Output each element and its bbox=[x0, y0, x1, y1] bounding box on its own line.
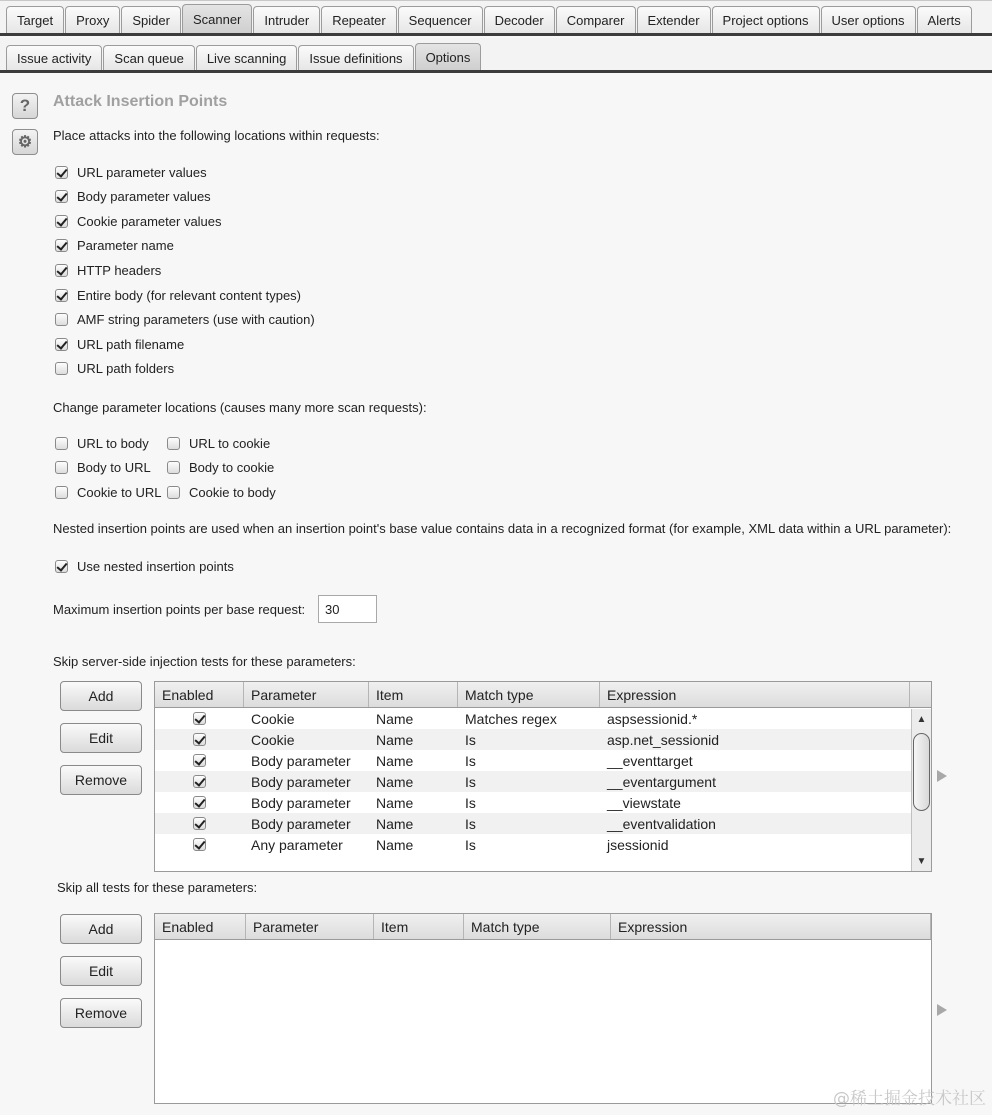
tab-issue-activity[interactable]: Issue activity bbox=[6, 45, 102, 70]
checkbox-box[interactable] bbox=[167, 437, 180, 450]
cell-expression: __eventtarget bbox=[607, 752, 693, 769]
checkbox-box[interactable] bbox=[55, 437, 68, 450]
checkbox-box[interactable] bbox=[55, 264, 68, 277]
cell-item: Name bbox=[376, 815, 414, 832]
checkbox-label: URL to cookie bbox=[189, 435, 271, 451]
checkbox-box[interactable] bbox=[55, 190, 68, 203]
tab-repeater[interactable]: Repeater bbox=[321, 6, 396, 33]
skip-all-table bbox=[154, 913, 932, 1104]
tab-scanner[interactable]: Scanner bbox=[182, 4, 252, 33]
gear-icon[interactable]: ⚙ bbox=[12, 129, 38, 155]
cell-expression: asp.net_sessionid bbox=[607, 731, 720, 748]
cell-item: Name bbox=[376, 794, 414, 811]
cell-match-type: Is bbox=[465, 773, 476, 790]
cell-enabled[interactable] bbox=[155, 792, 244, 813]
tab-target[interactable]: Target bbox=[6, 6, 64, 33]
change-location-checkbox-cookie-to-url[interactable] bbox=[55, 483, 162, 501]
scroll-down-arrow-icon[interactable]: ▼ bbox=[916, 855, 927, 867]
change-locations-label: Change parameter locations (causes many more scan requests): bbox=[53, 400, 427, 415]
tab-issue-definitions[interactable]: Issue definitions bbox=[298, 45, 413, 70]
skip-all-edit-button[interactable]: Edit bbox=[60, 956, 142, 986]
help-icon[interactable]: ? bbox=[12, 93, 38, 119]
checkbox-label: Cookie to URL bbox=[77, 484, 162, 500]
table-header bbox=[155, 682, 931, 708]
cell-parameter: Body parameter bbox=[251, 794, 351, 811]
checkbox-box[interactable] bbox=[55, 461, 68, 474]
enabled-checkbox[interactable] bbox=[193, 733, 206, 746]
checkbox-label: Parameter name bbox=[77, 238, 174, 254]
tab-live-scanning[interactable]: Live scanning bbox=[196, 45, 298, 70]
checkbox-box[interactable] bbox=[167, 486, 180, 499]
tab-intruder[interactable]: Intruder bbox=[253, 6, 320, 33]
cell-parameter: Any parameter bbox=[251, 836, 343, 853]
use-nested-insertion-points-checkbox[interactable] bbox=[55, 557, 234, 575]
table-row[interactable] bbox=[155, 729, 931, 750]
cell-enabled[interactable] bbox=[155, 813, 244, 834]
enabled-checkbox[interactable] bbox=[193, 712, 206, 725]
column-header-item[interactable]: Item bbox=[369, 682, 458, 707]
skip-injection-add-button[interactable]: Add bbox=[60, 681, 142, 711]
column-header-filler bbox=[910, 682, 931, 707]
cell-enabled[interactable] bbox=[155, 750, 244, 771]
checkbox-box[interactable] bbox=[55, 166, 68, 179]
table-row[interactable] bbox=[155, 834, 931, 855]
checkbox-label: Body to cookie bbox=[189, 460, 275, 475]
tab-decoder[interactable]: Decoder bbox=[484, 6, 555, 33]
table-row[interactable] bbox=[155, 708, 931, 729]
scrollbar-thumb[interactable] bbox=[913, 733, 930, 811]
location-checkbox-entire-body-for-relevant-content-types[interactable] bbox=[55, 286, 301, 304]
column-header-expression[interactable]: Expression bbox=[611, 914, 931, 939]
checkbox-label: Body parameter values bbox=[77, 189, 211, 205]
checkbox-box[interactable] bbox=[55, 239, 68, 252]
tab-proxy[interactable]: Proxy bbox=[65, 6, 120, 33]
enabled-checkbox[interactable] bbox=[193, 775, 206, 788]
checkbox-box[interactable] bbox=[167, 461, 180, 474]
column-header-parameter[interactable]: Parameter bbox=[246, 914, 374, 939]
cell-item: Name bbox=[376, 752, 414, 769]
column-header-expression[interactable]: Expression bbox=[600, 682, 910, 707]
section-title: Attack Insertion Points bbox=[53, 93, 228, 110]
cell-expression: __eventvalidation bbox=[607, 815, 716, 832]
checkbox-label: AMF string parameters (use with caution) bbox=[77, 312, 315, 328]
checkbox-label: Body to URL bbox=[77, 460, 151, 475]
skip-injection-label: Skip server-side injection tests for these parameters: bbox=[53, 654, 356, 669]
column-header-match-type[interactable]: Match type bbox=[464, 914, 611, 939]
tab-project-options[interactable]: Project options bbox=[712, 6, 820, 33]
nested-description: Nested insertion points are used when an insertion point's base value contains data in a recognized format (for example, XML data within a URL parameter): bbox=[53, 521, 952, 536]
location-checkbox-url-path-folders[interactable] bbox=[55, 360, 174, 378]
tab-spider[interactable]: Spider bbox=[121, 6, 181, 33]
skip-injection-table bbox=[154, 681, 932, 872]
cell-match-type: Is bbox=[465, 836, 476, 853]
skip-all-remove-button[interactable]: Remove bbox=[60, 998, 142, 1028]
checkbox-label: Use nested insertion points bbox=[77, 558, 234, 574]
change-location-checkbox-url-to-cookie[interactable] bbox=[167, 434, 270, 452]
cell-expression: __viewstate bbox=[607, 794, 681, 811]
location-checkbox-url-parameter-values[interactable] bbox=[55, 163, 207, 181]
cell-item: Name bbox=[376, 773, 414, 790]
column-header-item[interactable]: Item bbox=[374, 914, 464, 939]
cell-match-type: Is bbox=[465, 815, 476, 832]
location-checkbox-parameter-name[interactable] bbox=[55, 237, 174, 255]
enabled-checkbox[interactable] bbox=[193, 838, 206, 851]
table-row[interactable] bbox=[155, 813, 931, 834]
cell-parameter: Body parameter bbox=[251, 752, 351, 769]
checkbox-label: Entire body (for relevant content types) bbox=[77, 287, 302, 303]
checkbox-label: HTTP headers bbox=[77, 262, 162, 278]
enabled-checkbox[interactable] bbox=[193, 754, 206, 767]
checkbox-label: URL to body bbox=[77, 435, 149, 451]
location-checkbox-url-path-filename[interactable] bbox=[55, 335, 184, 353]
checkbox-box[interactable] bbox=[55, 486, 68, 499]
tab-options[interactable]: Options bbox=[415, 43, 482, 70]
checkbox-label: URL path folders bbox=[77, 361, 175, 377]
checkbox-box[interactable] bbox=[55, 338, 68, 351]
checkbox-box[interactable] bbox=[55, 215, 68, 228]
location-checkbox-cookie-parameter-values[interactable] bbox=[55, 212, 222, 230]
checkbox-label: URL parameter values bbox=[77, 164, 207, 180]
watermark: @稀土掘金技术社区 bbox=[833, 1089, 986, 1109]
checkbox-box[interactable] bbox=[55, 289, 68, 302]
change-location-checkbox-url-to-body[interactable] bbox=[55, 434, 149, 452]
skip-all-label: Skip all tests for these parameters: bbox=[57, 880, 258, 895]
cell-match-type: Is bbox=[465, 794, 476, 811]
max-insertion-points-input[interactable] bbox=[318, 595, 377, 623]
column-header-parameter[interactable]: Parameter bbox=[244, 682, 369, 707]
cell-item: Name bbox=[376, 710, 414, 727]
change-location-checkbox-body-to-url[interactable] bbox=[55, 459, 151, 477]
checkbox-box[interactable] bbox=[55, 313, 68, 326]
expand-arrow-icon[interactable] bbox=[937, 1004, 947, 1016]
column-header-enabled[interactable]: Enabled bbox=[155, 914, 246, 939]
cell-enabled[interactable] bbox=[155, 708, 244, 729]
skip-injection-remove-button[interactable]: Remove bbox=[60, 765, 142, 795]
cell-match-type: Matches regex bbox=[465, 710, 557, 727]
tab-comparer[interactable]: Comparer bbox=[556, 6, 636, 33]
cell-parameter: Body parameter bbox=[251, 773, 351, 790]
change-location-checkbox-cookie-to-body[interactable] bbox=[167, 483, 276, 501]
cell-enabled[interactable] bbox=[155, 729, 244, 750]
location-checkbox-body-parameter-values[interactable] bbox=[55, 188, 211, 206]
column-header-match-type[interactable]: Match type bbox=[458, 682, 600, 707]
checkbox-label: Cookie to body bbox=[189, 484, 276, 500]
table-row[interactable] bbox=[155, 792, 931, 813]
tab-sequencer[interactable]: Sequencer bbox=[398, 6, 483, 33]
cell-enabled[interactable] bbox=[155, 771, 244, 792]
locations-intro: Place attacks into the following locations within requests: bbox=[53, 128, 380, 143]
change-location-checkbox-body-to-cookie[interactable] bbox=[167, 459, 274, 477]
tab-user-options[interactable]: User options bbox=[821, 6, 916, 33]
main-tab-bar bbox=[0, 0, 992, 36]
skip-all-add-button[interactable]: Add bbox=[60, 914, 142, 944]
scroll-up-arrow-icon[interactable]: ▲ bbox=[916, 713, 927, 725]
location-checkbox-amf-string-parameters-use-with-caution[interactable] bbox=[55, 311, 315, 329]
tab-alerts[interactable]: Alerts bbox=[917, 6, 972, 33]
checkbox-box[interactable] bbox=[55, 560, 68, 573]
enabled-checkbox[interactable] bbox=[193, 817, 206, 830]
cell-parameter: Cookie bbox=[251, 731, 295, 748]
cell-match-type: Is bbox=[465, 752, 476, 769]
cell-item: Name bbox=[376, 836, 414, 853]
enabled-checkbox[interactable] bbox=[193, 796, 206, 809]
vertical-scrollbar[interactable] bbox=[911, 709, 931, 871]
cell-parameter: Body parameter bbox=[251, 815, 351, 832]
cell-expression: aspsessionid.* bbox=[607, 710, 698, 727]
cell-expression: __eventargument bbox=[607, 773, 716, 790]
location-checkbox-http-headers[interactable] bbox=[55, 261, 161, 279]
column-header-enabled[interactable]: Enabled bbox=[155, 682, 244, 707]
table-body bbox=[155, 708, 931, 855]
cell-item: Name bbox=[376, 731, 414, 748]
skip-injection-edit-button[interactable]: Edit bbox=[60, 723, 142, 753]
cell-enabled[interactable] bbox=[155, 834, 244, 855]
tab-extender[interactable]: Extender bbox=[637, 6, 711, 33]
table-row[interactable] bbox=[155, 771, 931, 792]
checkbox-label: Cookie parameter values bbox=[77, 213, 222, 229]
scanner-sub-tab-bar bbox=[0, 38, 992, 73]
checkbox-label: URL path filename bbox=[77, 336, 185, 352]
table-header bbox=[155, 914, 931, 940]
cell-match-type: Is bbox=[465, 731, 476, 748]
table-row[interactable] bbox=[155, 750, 931, 771]
cell-expression: jsessionid bbox=[607, 836, 669, 853]
checkbox-box[interactable] bbox=[55, 362, 68, 375]
tab-scan-queue[interactable]: Scan queue bbox=[103, 45, 194, 70]
max-insertion-points-label: Maximum insertion points per base request: bbox=[53, 602, 306, 617]
cell-parameter: Cookie bbox=[251, 710, 295, 727]
expand-arrow-icon[interactable] bbox=[937, 770, 947, 782]
